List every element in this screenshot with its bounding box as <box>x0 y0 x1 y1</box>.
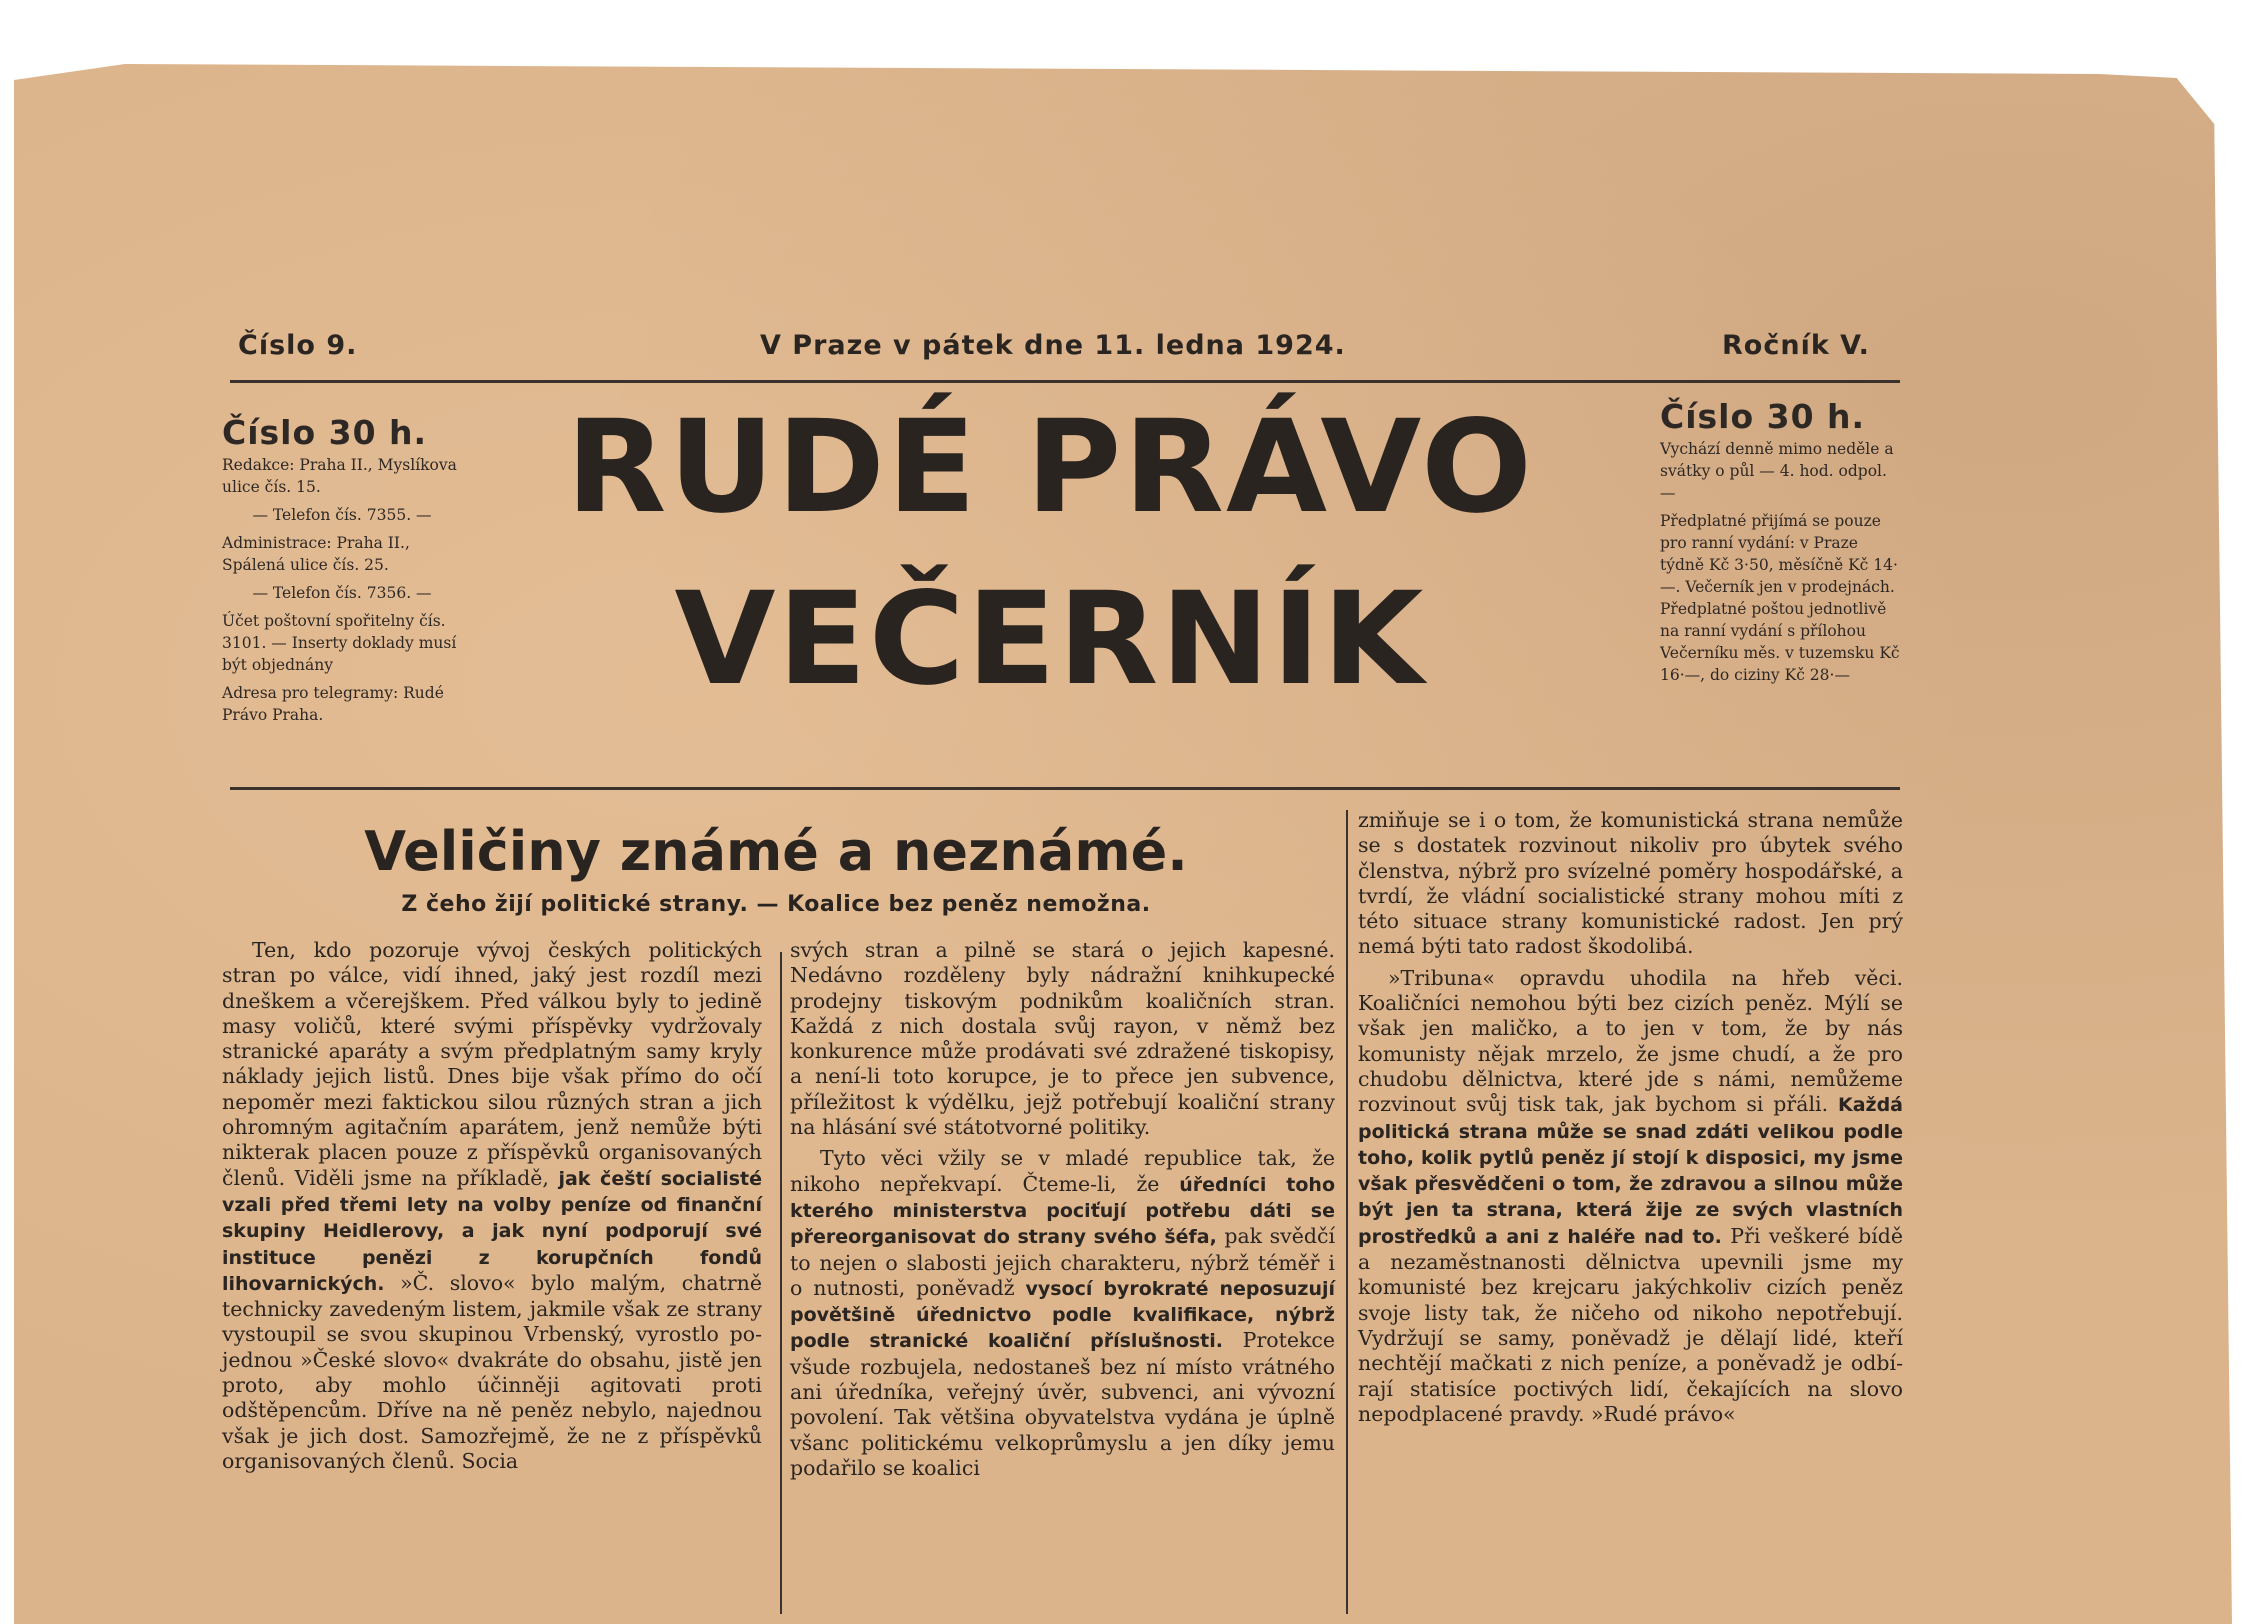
publication-schedule: Vychází denně mimo neděle a svátky o půl — 4. hod. odpol. — <box>1660 440 1894 502</box>
masthead-top-rule <box>230 380 1900 383</box>
article-headline: Veličiny známé a neznámé. <box>364 820 1188 883</box>
col2-bold-1: úředníci toho kterého ministerstva pociťují potřebu dáti se přereorganisovat do strany svého šéfa, <box>790 1173 1335 1249</box>
right-price: Číslo 30 h. <box>1660 397 1866 436</box>
column-divider-1 <box>780 952 782 1614</box>
redakce-telephone: — Telefon čís. 7355. — <box>252 506 432 524</box>
article-subhead: Z čeho žijí politické strany. — Koalice bez peněz nemožna. <box>401 892 1151 917</box>
col3-bold-1: Každá politická strana může se snad zdáti velikou podle toho, kolik pytlů peněz jí stojí k disposici, my jsme však přesvědčeni o tom, že zdravou a silnou může být jen ta strana, která žije ze svých vlastních prostředků a ani z haléře nad to. <box>1358 1094 1903 1248</box>
col2-text-3: Protekce všude rozbujela, nedostaneš bez ní místo vrátného ani úředníka, veřejný úvěr, subvenci, ani vývozní povolení. Tak většina obyvatelstva vydána je úplně všanc politickému velkoprůmyslu a jen díky jemu podařilo se koalici <box>790 1328 1335 1480</box>
col3-text-2: Při veškeré bídě a nezaměstnanosti dělnictva upevnili jsme my komunisté bez krejcaru jakýchkoliv cizích peněz svoje listy tak, že ničeho od nikoho nepotřebují. Vydržují se samy, poněvadž je dělají lidé, kteří nechtějí mačkati z nich peníze, a poněvadž je odbírají statisíce poctivých lidí, čekajících na slovo nepodplacené pravdy. »Rudé právo« <box>1358 1223 1904 1426</box>
issue-number: Číslo 9. <box>238 330 358 361</box>
column-divider-2 <box>1346 810 1348 1614</box>
postal-account: Účet poštovní spořitelny čís. 3101. — Inserty doklady musí být objednány <box>222 612 457 674</box>
title-rude-pravo: RUDÉ PRÁVO <box>565 393 1535 542</box>
article-column-3 <box>1358 808 1903 1427</box>
left-price: Číslo 30 h. <box>222 413 428 452</box>
col3-text-1: »Tribuna« opravdu uhodila na hřeb věci. Koaličníci nemohou býti bez cizích peněz. Mýlí se však jen maličko, a to jen v tom, že by nás komunisty nějak mrzelo, že jsme chudí, a že pro chudobu dělnictva, které jde s námi, nemůžeme rozvinout svůj tisk tak, jak bychom si přáli. <box>1358 965 1903 1117</box>
left-info-box <box>222 412 462 732</box>
col2-bold-2: vysocí byrokraté neposuzují povětšině úřednictvo podle kvalifikace, nýbrž podle stranické koaliční příslušnosti. <box>790 1277 1336 1353</box>
col2-paragraph-1: svých stran a pilně se stará o jejich kapesné. Nedávno rozděleny byly nádražní knihkupecké prodejny tiskovým podnikům koaličních stran. Každá z nich dostala svůj rayon, v němž bez konkurence může prodávati své zdražené tiskopisy, a není-li toto korupce, je to přece jen subvence, příležitost k výdělku, jejž potřebují koaliční strany na hlásání své státotvorné politiky. <box>790 938 1335 1140</box>
col1-text-1: Ten, kdo pozoruje vývoj českých politických stran po válce, vidí ihned, jaký jest rozdíl mezi dneškem a včerejškem. Před válkou byly to jedině masy voličů, které svými příspěvky vydržovaly stranické aparáty a svým předplatným samy kryly náklady jejich listů. Dnes bije však přímo do očí nepoměr mezi faktickou silou různých stran a jich ohromným agitačním aparátem, jenž nemůže býti nikterak placen pouze z příspěvků organisovaných členů. Viděli jsme na příkladě, <box>222 938 762 1190</box>
masthead-title <box>470 393 1630 714</box>
subscription-prices: Předplatné přijímá se pouze pro ranní vydání: v Praze týdně Kč 3·50, měsíčně Kč 14·—. Večerník jen v prodejnách. Předplatné poštou jednotlivě na ranní vydání s přílohou Večerníku měs. v tuzemsku Kč 16·—, do ciziny Kč 28·— <box>1660 512 1900 684</box>
masthead-bottom-rule <box>230 787 1900 790</box>
telegram-address: Adresa pro telegramy: Rudé Právo Praha. <box>222 684 444 724</box>
col3-paragraph-1: zmiňuje se i o tom, že komunistická strana nemůže se s dostatek rozvinout nikoliv pro úbytek svého členstva, nýbrž pro svízelné poměry hospodářské, a tvrdí, že vládní socialistické strany mohou míti z této situace strany komunistické radost. Jen prý nemá býti tato radost škodolibá. <box>1358 808 1903 959</box>
administrace-address: Administrace: Praha II., Spálená ulice čís. 25. <box>222 534 410 574</box>
col2-text-2: pak svědčí to nejen o slabosti jejich charakteru, nýbrž téměř i o nutnosti, poněvadž <box>790 1224 1335 1300</box>
volume: Ročník V. <box>1722 330 1870 361</box>
administrace-telephone: — Telefon čís. 7356. — <box>252 584 432 602</box>
article-column-2 <box>790 938 1335 1481</box>
article-column-1 <box>222 938 762 1474</box>
col1-bold-1: jak čeští socialisté vzali před třemi lety na volby peníze od finanční skupiny Heidlerovy, a jak nyní podporují své instituce penězi z korupčních fondů lihovarnických. <box>222 1167 762 1295</box>
col2-text-1: Tyto věci vžily se v mladé republice tak, že nikoho nepřekvapí. Čteme-li, že <box>790 1146 1335 1196</box>
redakce-address: Redakce: Praha II., Myslíkova ulice čís. 15. <box>222 456 457 496</box>
right-info-box <box>1660 396 1900 692</box>
title-vecernik: VEČERNÍK <box>674 565 1426 714</box>
dateline: V Praze v pátek dne 11. ledna 1924. <box>760 330 1346 361</box>
col1-text-2: »Č. slovo« bylo malým, chatrně technicky zavedeným listem, jakmile však ze strany vystoupil se svou skupinou Vrbenský, vyrostlo pojednou »České slovo« dvakráte do obsahu, jistě jen proto, aby mohlo účinněji agitovati proti odštěpencům. Dříve na ně peněz nebylo, najednou však je jich dost. Samozřejmě, že ne z příspěvků organisovaných členů. Socia <box>222 1270 762 1473</box>
